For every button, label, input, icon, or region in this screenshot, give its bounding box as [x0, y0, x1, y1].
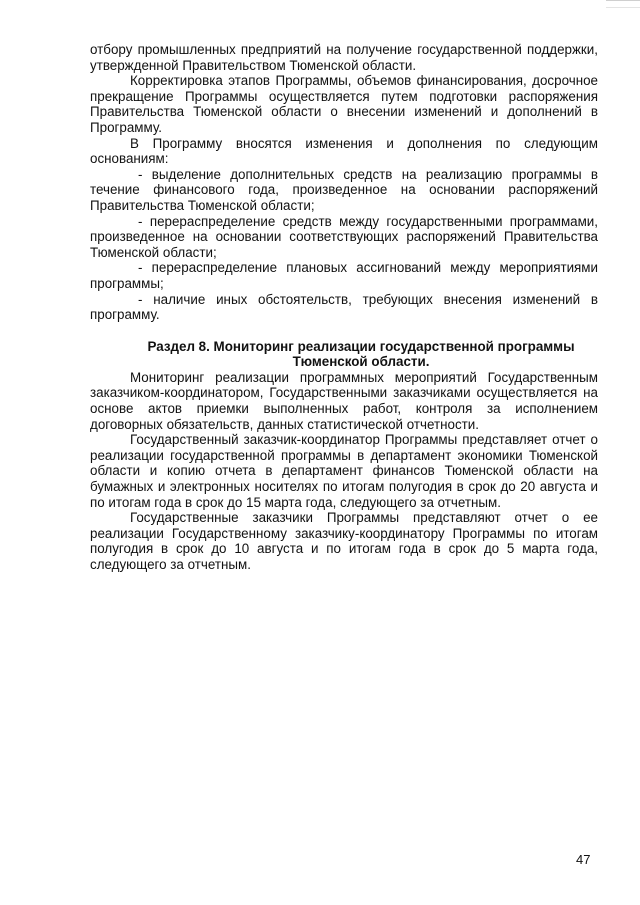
section-heading: Раздел 8. Мониторинг реализации государственной программы Тюменской области. — [147, 338, 575, 370]
list-item-redistribution-allocations: - перераспределение плановых ассигнований между мероприятиями программы; — [90, 260, 598, 291]
scan-edge-mark — [606, 0, 640, 8]
list-item-redistribution-between-programs: - перераспределение средств между государственными программами, произведенное на основании соответствующих распоряжений Правительства Тюменской области; — [90, 213, 598, 260]
paragraph-correction-procedure: Корректировка этапов Программы, объемов финансирования, досрочное прекращение Программы осуществляется путем подготовки распоряжения Правительства Тюменской области о внесении изменений и дополнений в Программу. — [90, 73, 598, 135]
list-item-additional-funds: - выделение дополнительных средств на реализацию программы в течение финансового года, произведенное на основании распоряжений Правительства Тюменской области; — [90, 166, 598, 213]
page-body — [90, 42, 598, 573]
paragraph-grounds-intro: В Программу вносятся изменения и дополнения по следующим основаниям: — [90, 135, 598, 167]
paragraph-continuation: отбору промышленных предприятий на получение государственной поддержки, утвержденной Правительством Тюменской области. — [90, 42, 598, 73]
paragraph-customers-report: Государственные заказчики Программы представляют отчет о ее реализации Государственному заказчику-координатору Программы по итогам полугодия в срок до 10 августа и по итогам года в срок до 5 марта года, следующего за отчетным. — [90, 510, 598, 572]
paragraph-monitoring: Мониторинг реализации программных мероприятий Государственным заказчиком-координатором, Государственными заказчиками осуществляется на основе актов приемки выполненных работ, контроля за исполнением договорных обязательств, данных статистической отчетности. — [90, 369, 598, 432]
page-number: 47 — [576, 852, 591, 867]
list-item-other-circumstances: - наличие иных обстоятельств, требующих внесения изменений в программу. — [90, 291, 598, 323]
paragraph-coordinator-report: Государственный заказчик-координатор Программы представляет отчет о реализации государственной программы в департамент экономики Тюменской области и копию отчета в департамент финансов Тюменской области на бумажных и электронных носителях по итогам полугодия в срок до 20 августа и по итогам года в срок до 15 марта года, следующего за отчетным. — [90, 432, 598, 510]
